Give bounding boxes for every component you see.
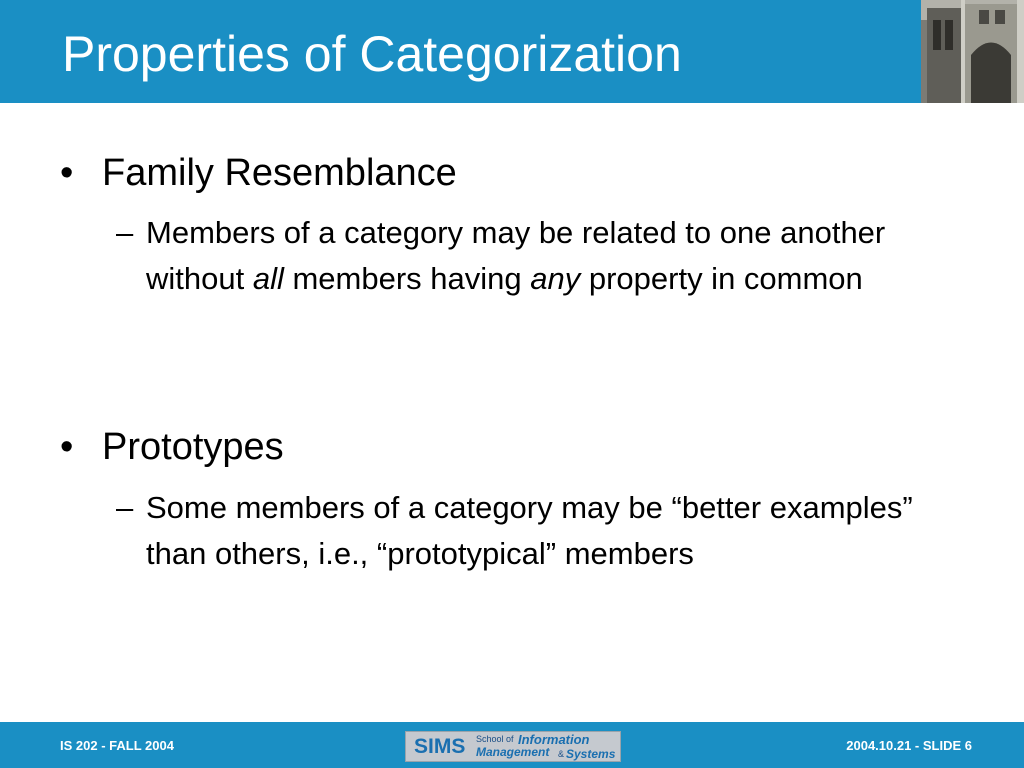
logo-systems: Systems — [566, 747, 616, 761]
footer-band — [0, 722, 1024, 768]
sub-bullet-text: Some members of a category may be “better examples” than others, i.e., “prototypical” members — [146, 490, 913, 571]
dash-marker: – — [116, 490, 134, 525]
bullet-item-1 — [60, 150, 457, 196]
logo-school-of: School of — [476, 734, 514, 744]
bullet-marker: • — [60, 426, 74, 468]
dash-marker: – — [116, 215, 134, 250]
logo-sims-text: SIMS — [414, 735, 466, 758]
slide-title: Properties of Categorization — [62, 26, 682, 82]
logo-ampersand: & — [558, 749, 565, 759]
text-run: property in common — [580, 261, 863, 296]
bullet-marker: • — [60, 152, 74, 194]
logo-information: Information — [518, 732, 590, 747]
emphasis-all: all — [252, 261, 284, 296]
slide-number-label: 2004.10.21 - SLIDE 6 — [846, 738, 972, 753]
header-band — [0, 0, 1024, 103]
building-photo — [921, 0, 1024, 103]
emphasis-any: any — [530, 261, 581, 296]
course-label: IS 202 - FALL 2004 — [60, 738, 174, 753]
bullet-heading: Family Resemblance — [102, 152, 457, 194]
sub-bullet-item-2 — [116, 485, 976, 577]
sub-bullet-item-1 — [116, 210, 976, 302]
text-run: members having — [283, 261, 531, 296]
bullet-item-2 — [60, 424, 284, 470]
sims-logo — [405, 731, 621, 762]
logo-management: Management — [476, 745, 550, 759]
bullet-heading: Prototypes — [102, 426, 284, 468]
text-run: Members of a category may be related to one another without — [146, 215, 886, 296]
sub-bullet-text — [146, 210, 976, 302]
building-photo-image — [921, 0, 1024, 103]
